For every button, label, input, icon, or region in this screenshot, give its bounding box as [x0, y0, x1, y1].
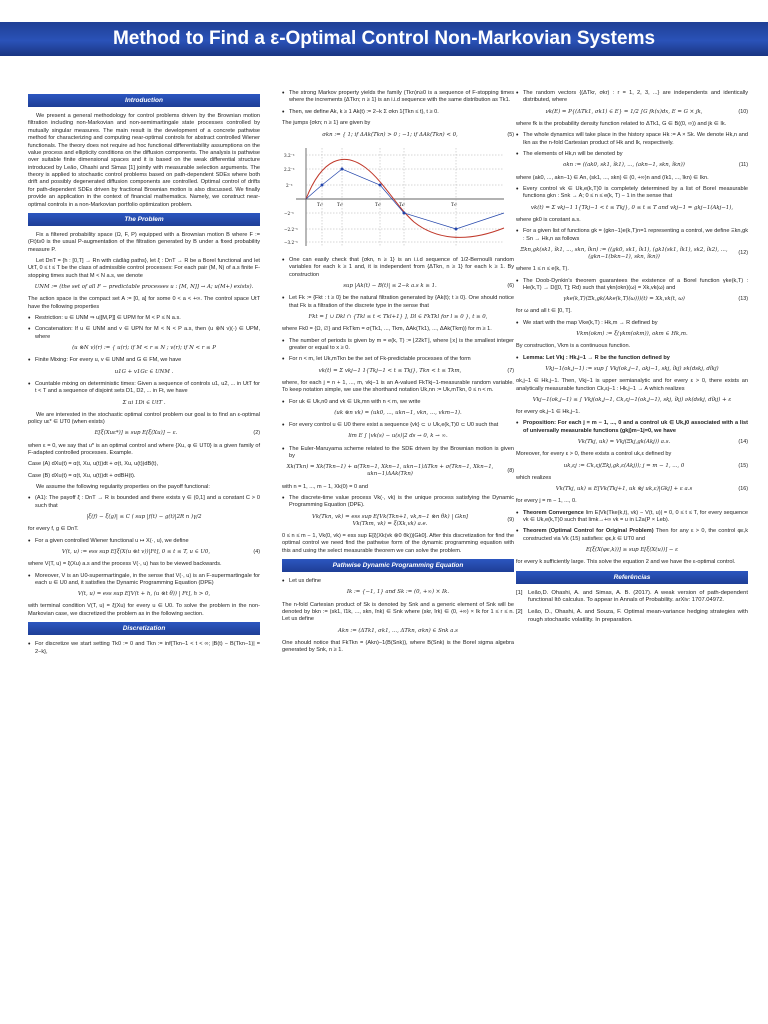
tick-label-x: T₃ᵏ	[375, 201, 381, 207]
bullet-history-space: • The whole dynamics will take place in the history space Hk := A × Sk. We denote Hk,n and Ikn as the n-fold Cartesian product of Hk and Ik, respectively.	[516, 132, 748, 147]
equation-12: Ξkn,gk(sk1, îk1, ..., skn, îkn) := ((gk0, sk1, îk1), (gk1(sk1, îk1), sk2, îk2), ..., (gkn−1(bkn−1), skn, îkn)) (12)	[520, 246, 748, 260]
equation-finite-mixing: u1G + v1Gc ∈ UNM .	[114, 368, 174, 375]
bullet-periods: • The number of periods is given by m = e(k, T) := ⌊22kT⌋, where ⌊x⌋ is the smallest integer greater or equal to x ≥ 0.	[282, 338, 514, 353]
intro-paragraph: We present a general methodology for control problems driven by the Brownian motion filtration including non-Markovian and non-semimartingale state processes controlled by mutually singular measures. The main result is the development of a concrete pathwise method for characterizing and computing near-optimal controls for abstract controlled Wiener functionals. The theory does not require ad hoc functional differentiability assumptions on the value process and ellipticity conditions on the diffusion components. The analysis is pathwise over suitable finite dimensional spaces and it is based on the weak differential structure introduced by Leão, Ohashi and Simas [1] jointly with measurable selection arguments. The theory is applied to stochastic control problems based on path-dependent SDEs where both drift and possibly degenerated diffusion components are controlled. Optimal control of drifts for path-dependent SDEs driven by fractional Brownian motion is also discussed. We finally provide an application in the context of financial mathematics. Namely, we construct near-optimal controls in a non-Markovian portfolio optimization problem.	[28, 113, 260, 208]
tick-label-y: 3.2⁻ᵏ	[284, 152, 295, 158]
problem-paragraph-1: Fix a filtered probability space (Ω, F, P) equipped with a Brownian motion B where F := (Ft)t≥0 is the usual P-augmentation of the filtration generated by B under a fixed probability measure P.	[28, 231, 260, 253]
equation-definitions: Ik := {−1, 1} and Sk := (0, +∞) × Ik.	[346, 589, 450, 596]
jumps-text: The jumps {σkn; n ≥ 1} are given by	[282, 120, 371, 127]
case-b: Case (B) dXu(t) = α(t, Xu, u(t))dt + σdBH(t).	[28, 472, 136, 479]
realizes-text: which realizes	[516, 474, 552, 481]
filtration-note: where Fk0 = {Ω, ∅} and FkTkm = σ(Tk1, ..., Tkm, ΔAk(Tk1), ..., ΔAk(Tkm)) for m ≥ 1.	[282, 326, 492, 333]
bullet-predictable: • For n < m, let Uk,mTkn be the set of Fk-predictable processes of the form	[282, 356, 514, 363]
bullet-theorem-convergence: • Theorem Convergence lim E|Vk(Tke(k,t), vk) − V(t, u)| = 0, 0 ≤ t ≤ T, for every sequence vk ∈ Uk,e(k,T)0 such that limk→+∞ vk = u in L2a(P × Leb).	[516, 510, 748, 525]
bullet-filtration: • Let Fk := {Fkt : t ≥ 0} be the natural filtration generated by {Ak(t); t ≥ 0}. One should notice that Fk is a filtration of the discrete type in the sense that	[282, 295, 514, 310]
equation-15: uk,εj := Ck,εj(Ξkj,gk,ε(Akj)); j = m − 1, ..., 0 (15)	[563, 462, 748, 469]
problem-paragraph-2: Let DnT = {h : [0,T] → Rn with càdlàg paths}, let ξ : DnT → R be a Borel functional and let UtT, 0 ≤ t ≤ T be the class of admissible control processes: For each pair (M, N) of a.s finite F-stopping times such that M < N a.s, we denote	[28, 258, 260, 279]
equation-terminal-map: Vkm(okm) := ξ(γkm(okm)), okm ∈ Hk,m.	[576, 331, 688, 338]
bullet-discretize: • For discretize we start setting Tk0 := 0 and Tkn := inf{Tkn−1 < t < ∞; |B(t) − B(Tkn−1)| = 2−k},	[28, 641, 260, 656]
equation-a1: |ξ(f) − ξ(g)| ≤ C ( sup |f(t) − g(t)|2R n )γ/2	[86, 514, 202, 521]
section-header-introduction: Introduction	[28, 94, 260, 107]
bullet-let-us-define: • Let us define	[282, 578, 514, 585]
equation-2: E[ξ(Xuε*)] ≥ sup E[ξ(Xu)] − ε. (2)	[94, 430, 260, 437]
continuity-note: By construction, Vkm is a continuous function.	[516, 343, 631, 350]
bullet-value-process: • For a given controlled Wiener functional u ↦ X(·, u), we define	[28, 538, 260, 545]
case-a: Case (A) dXu(t) = α(t, Xu, u(t))dt + σ(t, Xu, u(t))dB(t),	[28, 461, 159, 468]
equation-4: V(t, u) := ess sup E[ξ(X(u ⊗t v))|Ft], 0 ≤ t ≤ T, u ∈ U0, (4)	[61, 549, 260, 555]
reference-item: [2] Leão, D., Ohashi, A. and Souza, F. Optimal mean-variance hedging strategies with rough stochastic volatility. In preparation.	[516, 608, 748, 623]
bullet-discrete-value: • The discrete-time value process Vk(·, vk) is the unique process satisfying the Dynamic Programming Equation (DPE).	[282, 495, 514, 510]
equation-final: E[ξ(X(φε,k))] ≥ sup E[ξ(X(u))] − ε	[585, 547, 679, 554]
equation-countable-mixing: Σ ui 1Di ∈ UtT .	[122, 399, 166, 406]
bullet-control-borel: • Every control vk ∈ Uk,e(k,T)0 is completely determined by a list of Borel measurable functions gkn : Snk → A; 0 ≤ n ≤ e(k, T) − 1 in the sense that	[516, 186, 748, 201]
tick-label-y: −2⁻ᵏ	[284, 210, 294, 216]
bullet-supermartingale: • Moreover, V is an U0-supermartingale, in the sense that V(·, u) is an F-supermartingale for each u ∈ U0 and, it satisfies the Dynamic Programming Equation (DPE)	[28, 573, 260, 588]
density-note: where fk is the probability density function related to ΔTk1, G ∈ B((0, ∞)) and jk ∈ Ik.	[516, 120, 727, 127]
equation-akn: Akn := (ΔTk1, σk1, ..., ΔTkn, σkn) ∈ Snk a.s	[338, 627, 458, 634]
a1-continued: for every f, g ∈ DnT.	[28, 526, 79, 533]
problem-paragraph-6: We assume the following regularity properties on the payoff functional:	[36, 484, 210, 490]
tick-label-y: 2.2⁻ᵏ	[284, 166, 295, 172]
column-left	[28, 90, 260, 660]
nfold-paragraph: The n-fold Cartesian product of Sk is denoted by Snk and a generic element of Snk will be denoted by bkn := (sk1, î1k, ..., skn, înk) ∈ Snk where (skr, îrk) ∈ (0, +∞) × Ik for 1 ≤ r ≤ n. Let us define	[282, 601, 514, 623]
brownian-path	[306, 159, 504, 237]
conclusion-text: for every k sufficiently large. This solve the equation 2 and we have the ε-optimal control.	[516, 559, 736, 566]
discrete-value-note: 0 ≤ n ≤ m − 1, Vk(0, vk) = ess sup E[ξ(Xk(vk ⊗0 θk))|Gk0]. After this discretization for find the optimal control we need find the pathwise form of the dynamic programming equation with this and using the select measurable theorem we can solve the problem.	[282, 532, 514, 554]
equation-13: γke(k,T)(Ξk,gk(Ake(k,T)(ω)))(t) = Xk,vk(t, ω) (13)	[563, 296, 748, 303]
equation-6: sup |Ak(t) − B(t)| ≤ 2−k a.s k ≥ 1. (6)	[343, 283, 514, 290]
equation-approximation: lim E ∫ |vk(s) − u(s)|2 ds → 0, k → ∞.	[348, 433, 448, 440]
value-process-note: where V(T, u) = ξ(Xu) a.s and the process V(·, u) has to be viewed backwards.	[28, 561, 222, 568]
bullet-finite-mixing: • Finite Mixing: For every u, v ∈ UNM and G ∈ FM, we have	[28, 357, 260, 364]
walk-point	[341, 167, 344, 170]
equation-filtration: Fkt = [ ∪ Dkl ∩ {Tkl ≤ t < Tkl+1} ], Dl ∈ FkTkl for l ≥ 0 }, t ≥ 0,	[308, 314, 488, 320]
section-header-pathwise: Pathwise Dynamic Programming Equation	[282, 559, 514, 572]
equation-lemma-epsilon: Vkj−1(ok,j−1) ≤ ∫ Vkj(ok,j−1, Ck,εj−1(ok,j−1), skj, îkj) νk(dskj, dîkj) + ε	[532, 396, 732, 403]
bullet-list-functions: • For a given list of functions gk = (gkn−1)e(k,T)n=1 representing a control, we define Ξkn,gk : Sn → Hk,n as follows	[516, 228, 748, 243]
range-note: where 1 ≤ n ≤ e(k, T).	[516, 266, 569, 273]
problem-paragraph-4: We are interested in the stochastic optimal control problem our goal is to find an ε-optimal policy uε* ∈ UT0 (when exists)	[28, 411, 260, 425]
equation-control-form: vk(t) = Σ vkj−1 1{Tkj−1 < t ≤ Tkj}, 0 ≤ t ≤ T and vkj−1 = gkj−1(Akj−1),	[530, 204, 734, 211]
bullet-theorem-optimal: • Theorem (Optimal Control for Original Problem) Then for any ε > 0, the control φε,k constructed via Vk (15) satisfies: φε,k ∈ UT0 and	[516, 528, 748, 543]
epsilon-control-text: Moreover, for every ε > 0, there exists a control uk,ε defined by	[516, 451, 672, 458]
bullet-start-map: • We start with the map Vke(k,T) : Hk,m → R defined by	[516, 320, 748, 327]
bullet-random-vectors: • The random vectors {(ΔTkr, σkr) : r = 1, 2, 3, ...} are independents and identically distributed, where	[516, 90, 748, 105]
bullet-concatenate-discrete: • For uk ∈ Uk,n0 and vk ∈ Uk,mn with n < m, we write	[282, 399, 514, 406]
tick-label-y: −2.2⁻ᵏ	[284, 226, 298, 232]
bullet-approximation: • For every control u ∈ U0 there exist a sequence {vk} ⊂ ∪ Uk,e(k,T)0 ⊂ U0 such that	[282, 422, 514, 429]
lemma-note: for every ok,j−1 ∈ Hk,j−1.	[516, 409, 580, 415]
equation-lemma: Vkj−1(ok,j−1) := sup ∫ Vkj(ok,j−1, akj−1, skj, îkj) νk(dskj, dîkj)	[545, 366, 719, 372]
problem-paragraph-3: The action space is the compact set A := [0, a] for some 0 < a < +∞. The control space UtT have the following properties	[28, 296, 260, 310]
equation-5: σkn := { 1; if ΔAk(Tkn) > 0 ; −1; if ΔAk(Tkn) < 0, (5)	[322, 131, 514, 138]
tick-label-x: T₅ᵏ	[451, 201, 457, 207]
bullet-proposition: • Proposition: For each j = m − 1, ..., 0 and a control uk ∈ Uk,j0 associated with a list of universally measurable functions (gkj)m−1j=0, we have	[516, 420, 748, 435]
lemma-text: ok,j−1 ∈ Hk,j−1. Then, Vkj−1 is upper semianalytic and for every ε > 0, there exists an analytically measurable function Ck,εj−1 : Hk,j−1 → A which realizes	[516, 378, 748, 392]
walk-point	[379, 183, 382, 186]
equation-dpe: V(t, u) = ess sup E[V(t + h, (u ⊗t θ)) | Ft], h > 0,	[77, 591, 211, 598]
equation-9: Vk(Tkn, vk) = ess sup E[Vk(Tkn+1, vk,n−1 ⊗n θk) | Gkn] Vk(Tkm, vk) = ξ(Xk,vk) a.e. (9)	[311, 513, 514, 527]
tick-label-x: T₁ᵏ	[317, 201, 323, 207]
borel-note: One should notice that FkTkn = (Akn)−1(B(Snk)), where B(Snk) is the Borel sigma algebra generated by Snk, n ≥ 1.	[282, 639, 514, 654]
equation-control-set: UNM := (the set of all F − predictable processes u : [M, N]] → A; u(M+) exists).	[34, 284, 254, 291]
predictable-note: where, for each j = n + 1, ..., m, vkj−1 is an A-valued FkTkj−1-measurable random variable. To keep notation simple, we use the shorthand notation Uk,nn := Uk,mTkn, 0 ≤ n < m.	[282, 379, 514, 394]
terminal-condition: with terminal condition V(T, u) = ξ(Xu) for every u ∈ U0. To solve the problem in the non-Markovian case, we discretized the problem as in the following section.	[28, 603, 260, 617]
equation-8: Xk(Tkn) = Xk(Tkn−1) + α(Tkn−1, Xkn−1, ukn−1)ΔTkn + σ(Tkn−1, Xkn−1, ukn−1)ΔAk(Tkn) (8)	[286, 464, 514, 478]
equation-11: okn := ((ak0, sk1, îk1), ..., (akn−1, skn, îkn)) (11)	[563, 162, 748, 169]
section-header-problem: The Problem	[28, 213, 260, 226]
bullet-a1: • (A1): The payoff ξ : DnT → R is bounded and there exists γ ∈ (0,1] and a constant C > 0 such that	[28, 495, 260, 510]
tick-label-x: T₄ᵏ	[399, 201, 405, 207]
column-middle	[282, 90, 514, 659]
tick-label-x: T₂ᵏ	[337, 201, 343, 207]
bullet-restriction: • Restriction: u ∈ UNM ⇒ u|[M,P]] ∈ UPM for M < P ≤ N a.s.	[28, 315, 260, 322]
bullet-bernoulli: • One can easily check that {σkn, n ≥ 1} is an i.i.d sequence of 1/2-Bernoulli random variables for each k ≥ 1 and, it is independent from {ΔTkn, n ≥ 1} for each k ≥ 1. By construction	[282, 257, 514, 279]
range-note-2: for every j = m − 1, ..., 0.	[516, 498, 577, 505]
equation-concatenation: (u ⊗N v)(r) := { u(r); if M < r ≤ N ; v(r); if N < r ≤ P	[72, 345, 216, 352]
walk-point	[455, 227, 458, 230]
constant-note: where gk0 is constant a.s.	[516, 216, 581, 223]
equation-concatenate-discrete: (uk ⊗n vk) = (uk0, ..., ukn−1, vkn, ..., vkm−1).	[334, 409, 462, 416]
doob-note: for ω and all t ∈ [0, T].	[516, 308, 572, 315]
reference-item: [1] Leão,D. Ohashi, A. and Simas, A. B. (2017). A weak version of path-dependent functional Itô calculus. To appear in Annals of Probability. arXiv: 1707.04972.	[516, 589, 748, 604]
problem-paragraph-5: when ε = 0, we say that u* is an optimal control and where {Xu, φ ∈ UT0} is a given family of F-adapted controlled processes. Example.	[28, 442, 260, 456]
bullet-euler: • The Euler-Maruyama scheme related to the SDE driven by the Brownian motion is given by	[282, 446, 514, 461]
bullet-markov: • The strong Markov property yields the family (Tkn)n≥0 is a sequence of F-stopping times where the increments {ΔTkn; n ≥ 1} is an i.i.d sequence with the same distribution as Tk1.	[282, 90, 514, 105]
bullet-define-ak: • Then, we define Ak, k ≥ 1 Ak(t) := 2−k Σ σkn 1{Tkn ≤ t}, t ≥ 0.	[282, 109, 514, 116]
euler-note: with n = 1, ..., m − 1, Xk(0) = 0 and	[282, 483, 368, 490]
bullet-elements: • The elements of Hk,n will be denoted by	[516, 151, 748, 158]
bullet-countable-mixing: • Countable mixing on deterministic times: Given a sequence of controls u1, u2, ... in UtT for t < T and a sequence of disjoint sets D1, D2, ... in Ft, we have	[28, 381, 260, 396]
walk-point	[403, 211, 406, 214]
equation-14: Vk(Tkj, uk) = Vkj(Ξkj,gk(Akj)) a.s. (14)	[577, 439, 748, 446]
title-bar	[0, 22, 768, 56]
bullet-concatenation: • Concatenation: If u ∈ UNM and v ∈ UPN for M < N < P a.s, then (u ⊗N v)(·) ∈ UPM, where	[28, 326, 260, 341]
bullet-lemma: • Lemma: Let Vkj : Hk,j−1 → R be the function defined by	[516, 355, 748, 362]
section-header-discretization: Discretization	[28, 622, 260, 635]
tick-label-y: −3.2⁻ᵏ	[284, 239, 298, 245]
bullet-doob-dynkin: • The Doob-Dynkin's theorem guarantees the existence of a Borel function γke(k,T) : He(k,T) → D([0, T]; Rd) such that γkn(okn)(ω) = Xk,vk(ω) and	[516, 278, 748, 293]
random-walk-graph	[284, 146, 510, 248]
elements-note: where (ak0, ..., akn−1) ∈ An, (sk1, ..., skn) ∈ (0, +∞)n and (îk1, ..., îkn) ∈ Ikn.	[516, 174, 709, 181]
column-right	[516, 90, 748, 628]
graph-gridlines	[306, 148, 504, 246]
section-header-references: Referências	[516, 571, 748, 584]
tick-label-y: 2⁻ᵏ	[286, 182, 293, 188]
equation-10: νk(E) = P{(ΔTk1, σk1) ∈ E} = 1/2 ∫G fk(x)dx, E = G × jk, (10)	[545, 108, 748, 115]
poster-title: Method to Find a ε-Optimal Control Non-Markovian Systems	[112, 28, 656, 49]
equation-16: Vk(Tkj, uk) ≤ E[Vk(Tkj+1, uk ⊗j uk,ε)|Gkj] + ε a.s (16)	[555, 486, 748, 493]
walk-point	[321, 183, 324, 186]
equation-7: vk(t) = Σ vkj−1 1{Tkj−1 < t ≤ Tkj}, Tkn < t ≤ Tkm, (7)	[318, 367, 514, 374]
